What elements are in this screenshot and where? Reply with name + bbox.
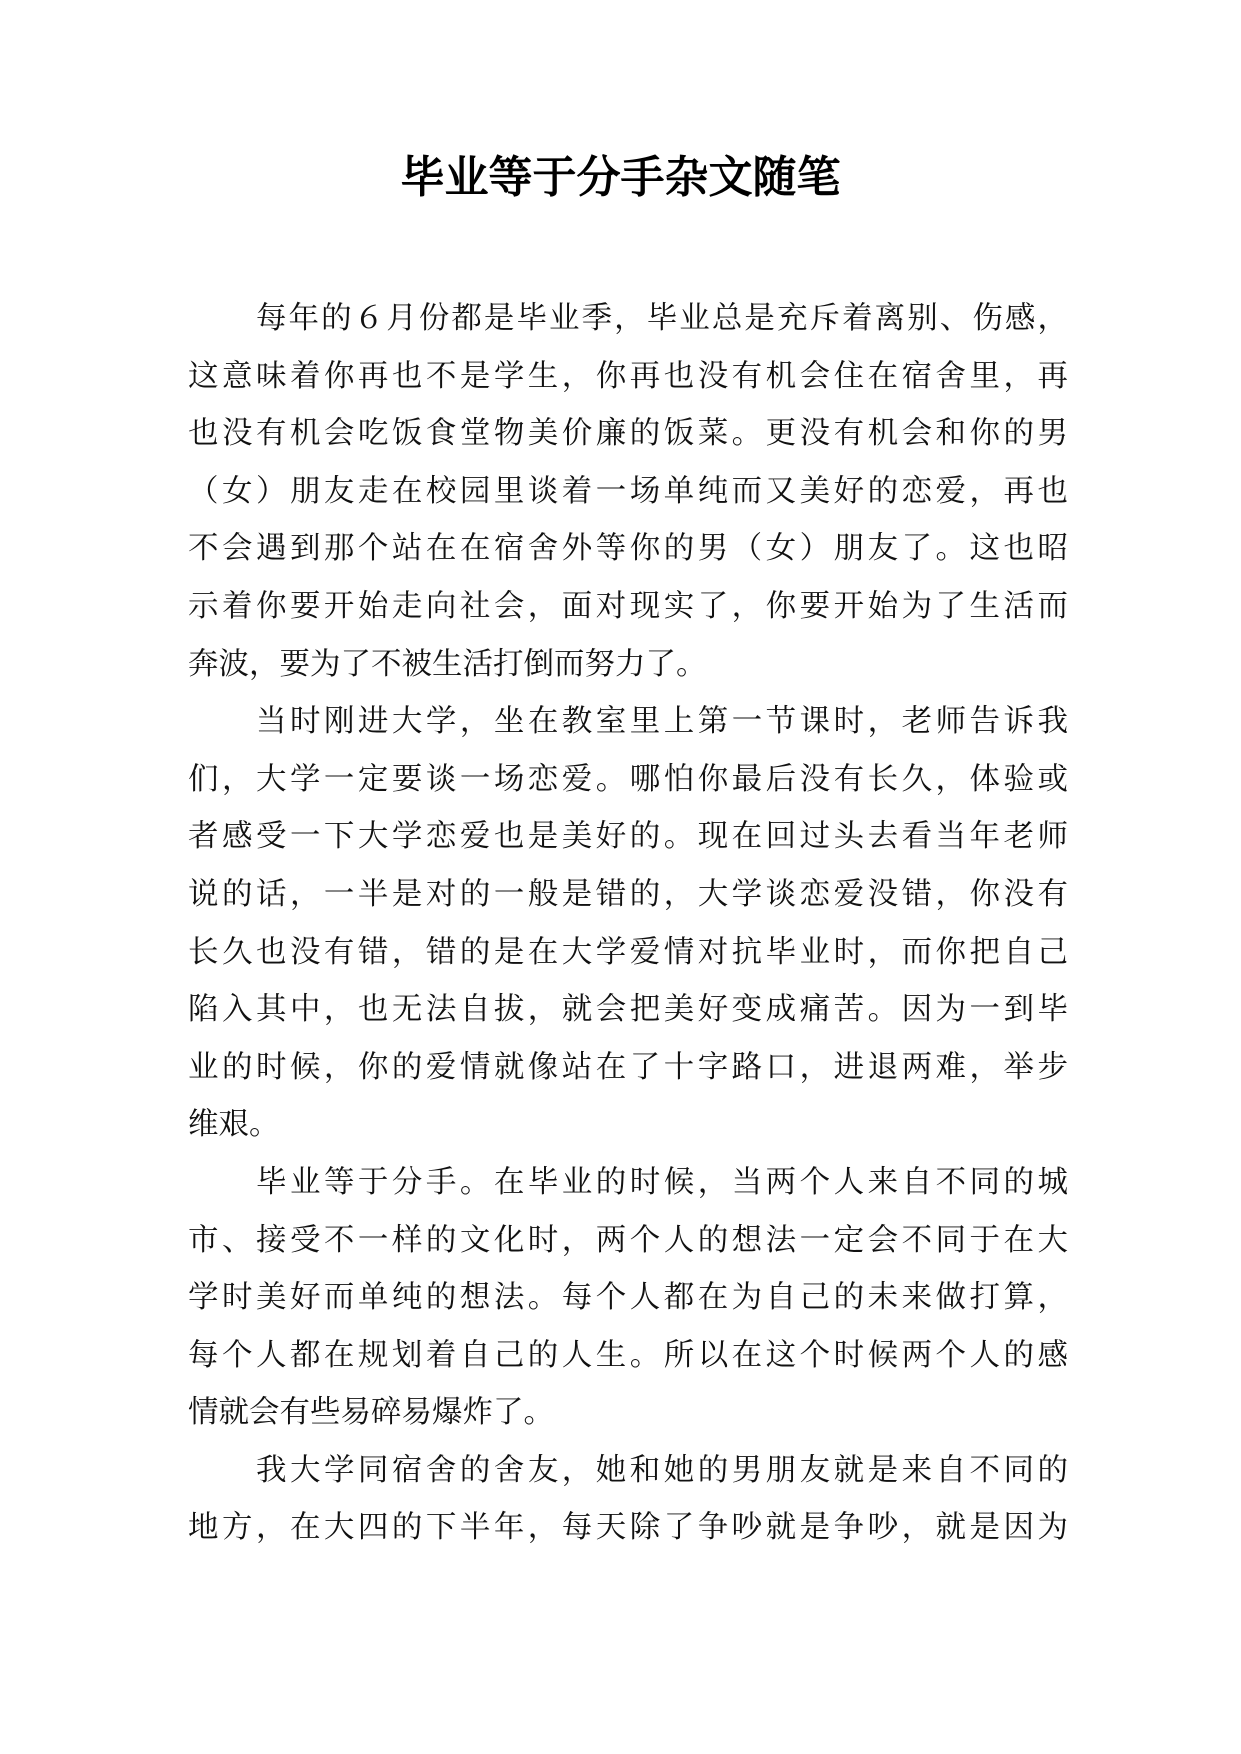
document-title: 毕业等于分手杂文随笔	[400, 152, 841, 203]
paragraph-1-line-6: 示着你要开始走向社会，面对现实了，你要开始为了生活而	[188, 588, 1068, 624]
paragraph-1-line-7: 奔波，要为了不被生活打倒而努力了。	[188, 646, 707, 682]
paragraph-3-line-3: 学时美好而单纯的想法。每个人都在为自己的未来做打算，	[188, 1280, 1068, 1316]
paragraph-2-line-7: 业的时候，你的爱情就像站在了十字路口，进退两难，举步	[188, 1049, 1068, 1085]
paragraph-2-line-1: 当时刚进大学，坐在教室里上第一节课时，老师告诉我	[256, 704, 1068, 740]
document-body	[188, 290, 1068, 1557]
paragraph-2-line-3: 者感受一下大学恋爱也是美好的。现在回过头去看当年老师	[188, 819, 1068, 855]
paragraph-3-line-4: 每个人都在规划着自己的人生。所以在这个时候两个人的感	[188, 1337, 1068, 1373]
paragraph-2-line-4: 说的话，一半是对的一般是错的，大学谈恋爱没错，你没有	[188, 876, 1068, 912]
paragraph-1-line-4: （女）朋友走在校园里谈着一场单纯而又美好的恋爱，再也	[188, 473, 1068, 509]
paragraph-2-line-6: 陷入其中，也无法自拔，就会把美好变成痛苦。因为一到毕	[188, 992, 1068, 1028]
paragraph-1-line-5: 不会遇到那个站在在宿舍外等你的男（女）朋友了。这也昭	[188, 531, 1068, 567]
paragraph-3-line-2: 市、接受不一样的文化时，两个人的想法一定会不同于在大	[188, 1222, 1068, 1258]
paragraph-2-line-2: 们，大学一定要谈一场恋爱。哪怕你最后没有长久，体验或	[188, 761, 1068, 797]
paragraph-2-line-8: 维艰。	[188, 1107, 280, 1143]
paragraph-3-line-5: 情就会有些易碎易爆炸了。	[188, 1395, 554, 1431]
paragraph-2-line-5: 长久也没有错，错的是在大学爱情对抗毕业时，而你把自己	[188, 934, 1068, 970]
paragraph-4-line-1: 我大学同宿舍的舍友，她和她的男朋友就是来自不同的	[256, 1452, 1068, 1488]
paragraph-4-line-2: 地方，在大四的下半年，每天除了争吵就是争吵，就是因为	[188, 1510, 1068, 1546]
paragraph-1-line-2: 这意味着你再也不是学生，你再也没有机会住在宿舍里，再	[188, 358, 1068, 394]
paragraph-1-line-3: 也没有机会吃饭食堂物美价廉的饭菜。更没有机会和你的男	[188, 416, 1068, 452]
paragraph-3-line-1: 毕业等于分手。在毕业的时候，当两个人来自不同的城	[256, 1164, 1068, 1200]
paragraph-1-line-1: 每年的６月份都是毕业季，毕业总是充斥着离别、伤感，	[256, 301, 1068, 336]
